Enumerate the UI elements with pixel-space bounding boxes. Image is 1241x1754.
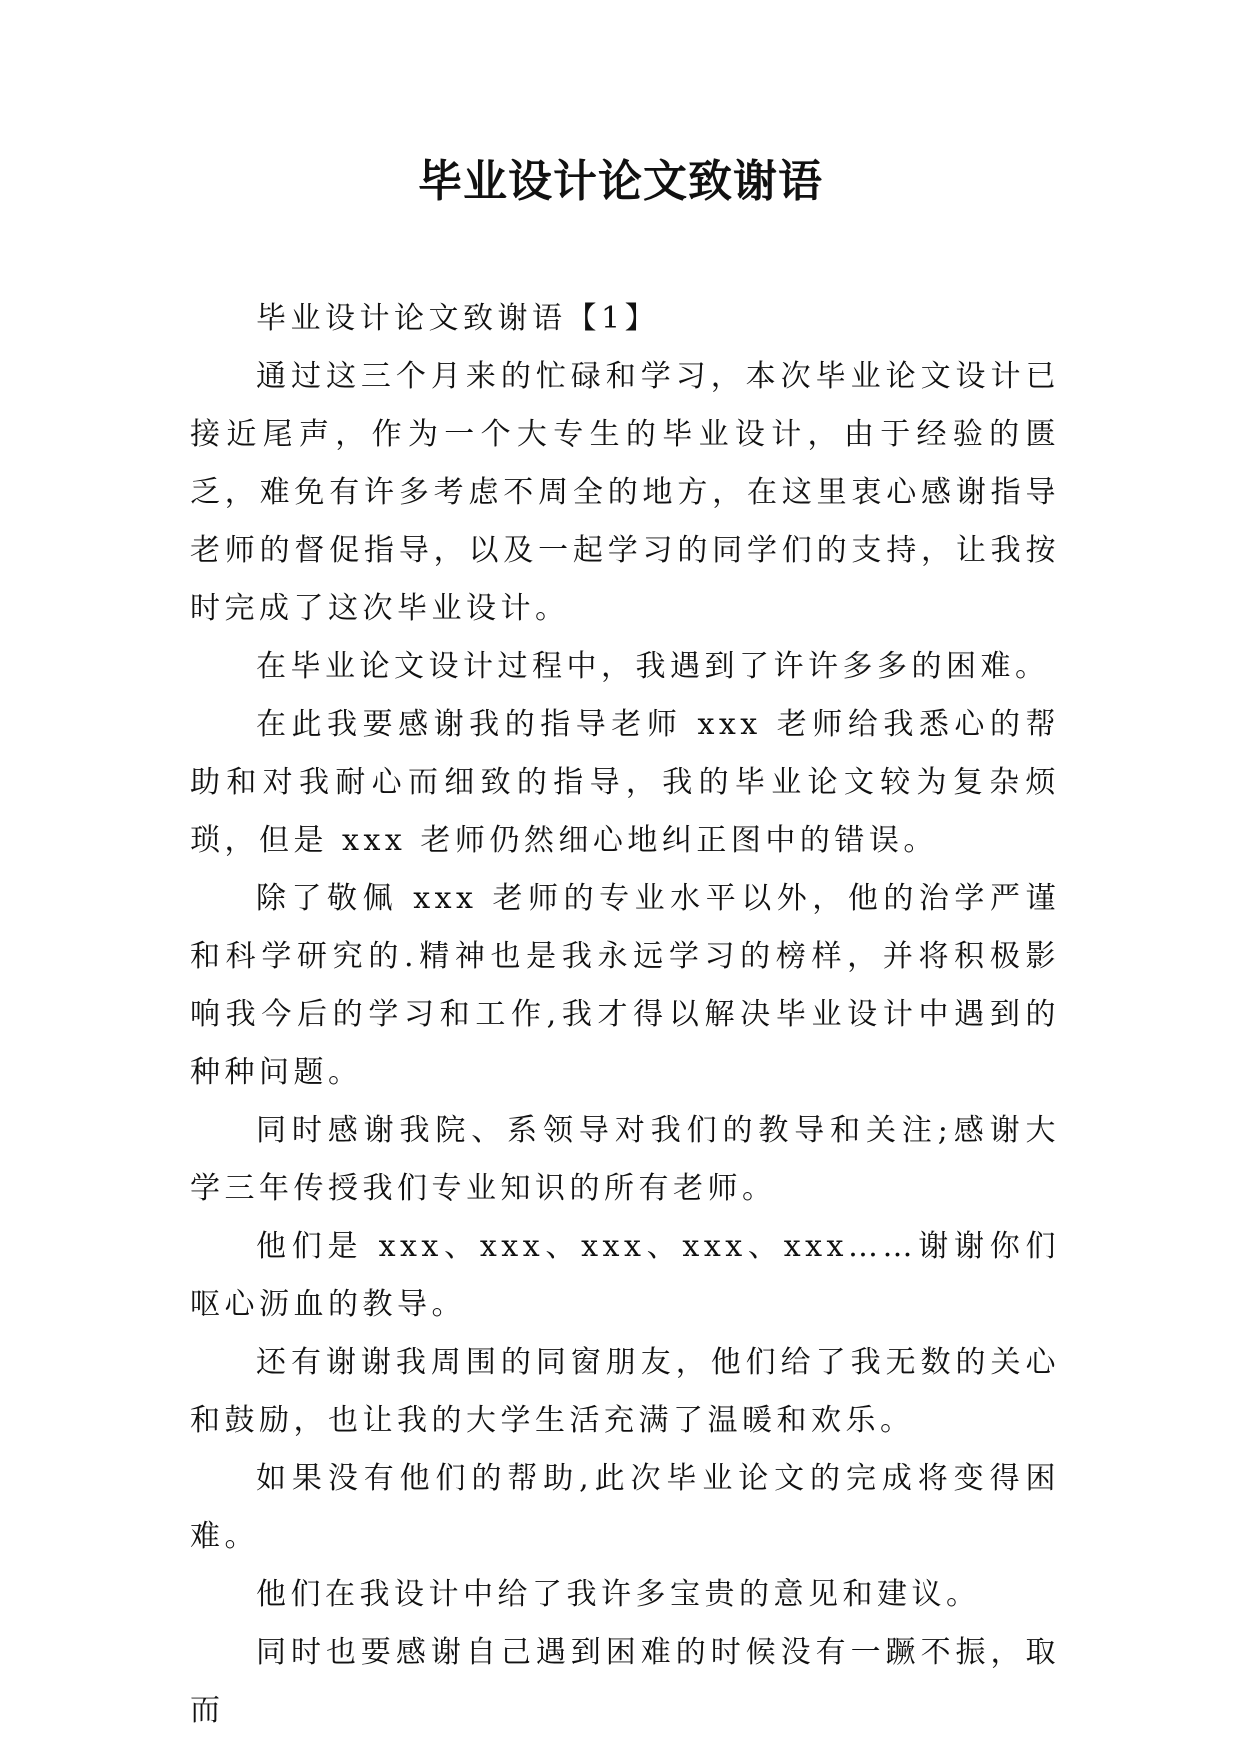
document-body	[190, 290, 1060, 1740]
document-title: 毕业设计论文致谢语	[418, 156, 823, 207]
paragraph: 通过这三个月来的忙碌和学习，本次毕业论文设计已接近尾声，作为一个大专生的毕业设计，由于经验的匮乏，难免有许多考虑不周全的地方，在这里衷心感谢指导老师的督促指导，以及一起学习的同学们的支持，让我按时完成了这次毕业设计。	[190, 359, 1060, 626]
paragraph: 如果没有他们的帮助,此次毕业论文的完成将变得困难。	[190, 1461, 1060, 1554]
paragraph: 除了敬佩 xxx 老师的专业水平以外，他的治学严谨和科学研究的.精神也是我永远学习的榜样，并将积极影响我今后的学习和工作,我才得以解决毕业设计中遇到的种种问题。	[190, 881, 1060, 1090]
paragraph: 在此我要感谢我的指导老师 xxx 老师给我悉心的帮助和对我耐心而细致的指导，我的毕业论文较为复杂烦琐，但是 xxx 老师仍然细心地纠正图中的错误。	[190, 707, 1060, 858]
paragraph: 在毕业论文设计过程中，我遇到了许许多多的困难。	[256, 649, 1050, 684]
paragraph: 毕业设计论文致谢语【1】	[256, 301, 660, 336]
paragraph: 他们在我设计中给了我许多宝贵的意见和建议。	[256, 1577, 981, 1612]
paragraph: 他们是 xxx、xxx、xxx、xxx、xxx……谢谢你们呕心沥血的教导。	[190, 1229, 1060, 1322]
paragraph: 还有谢谢我周围的同窗朋友，他们给了我无数的关心和鼓励，也让我的大学生活充满了温暖和欢乐。	[190, 1345, 1060, 1438]
paragraph: 同时感谢我院、系领导对我们的教导和关注;感谢大学三年传授我们专业知识的所有老师。	[190, 1113, 1060, 1206]
paragraph: 同时也要感谢自己遇到困难的时候没有一蹶不振，取而	[190, 1635, 1060, 1728]
